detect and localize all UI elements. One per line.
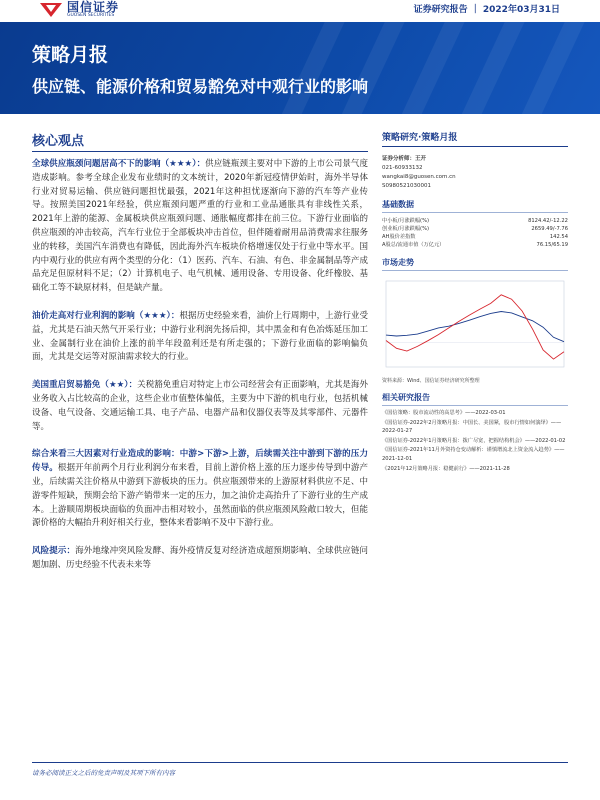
analyst-name: 王开: [415, 156, 427, 162]
list-item[interactable]: 《国信证券-2022年1月策略月报：拨广尽宽，把握结构机会》——2022-01-02: [382, 437, 566, 444]
row-value: 2659.49/-7.76: [531, 226, 568, 232]
analyst-email[interactable]: wangkai8@guosen.com.cn: [382, 174, 456, 180]
paragraph-text: 供应链瓶颈主要对中下游的上市公司景气度造成影响。参考全球企业发布业绩时的文本统计，2020年新冠疫情伊始时，海外半导体行业对贸易运输、供应链问题担忧最强，2021年这种担忧逐渐向下游的汽车等产业传导。按照美国2021年经验，供应瓶颈问题严重的行业和工业品通胀具有非线性关系，2021年上游的能源、金属板块供应瓶颈问题、通胀幅度都排在前三位。下游行业面临的供应瓶颈的冲击较高，汽车行业位于全部板块冲击首位，但伴随着耐用品消费需求往服务业的转移，美国汽车消费也有降低，因此海外汽车板块价格增速仅处于行业中等水平。国内中观行业的供应有两个类型的分化：（1）医药、汽车、石油、有色、非金属制品等产成品充足但原材料不足；（2）计算机电子、电气机械、通用设备、专用设备、化纤橡胶、基础化工等不缺原材料，但是缺产量。: [32, 159, 368, 294]
related-reports-list: [382, 409, 568, 473]
row-label: 中小板/月涨跌幅(%): [382, 218, 430, 224]
list-item[interactable]: 《国信策略：股市流动性的高思考》——2022-03-01: [382, 410, 506, 416]
paragraph-text: 海外地缘冲突风险发酵、海外疫情反复对经济造成超预期影响、全球供应链问题加剧、历史经验不代表未来等: [32, 546, 368, 570]
title-banner: [0, 22, 600, 114]
basic-data-heading: 基础数据: [382, 199, 568, 213]
core-paragraph: [32, 310, 368, 365]
list-item[interactable]: 《国信证券-2021年11月外资持仓变动解析：谨慎增流北上资金流入趋势》——2021-12-01: [382, 447, 565, 462]
chart-source: 资料来源：Wind、国信证券经济研究所整理: [382, 378, 480, 384]
market-trend-heading: 市场走势: [382, 257, 568, 271]
table-row: [382, 233, 568, 241]
paragraph-lead: 油价走高对行业利润的影响（★★★）：: [32, 310, 180, 321]
series-line-1: [386, 295, 564, 359]
table-row: [382, 241, 568, 249]
series-line-0: [386, 312, 564, 342]
page-header: [0, 0, 600, 22]
paragraph-text: 根据历史经验来看，油价上行周期中，上游行业受益，尤其是石油天然气开采行业；中游行业利润先扬后抑，其中黑金和有色冶炼延压加工业、金属制行业在油价上涨的前半年段盈利还是有所走强的；下游行业面临的影响偏负面，尤其是交运等对原油需求较大的行业。: [32, 310, 368, 363]
paragraph-text: 关税豁免重启对特定上市公司经营会有正面影响，尤其是海外业务收入占比较高的企业，这些企业市值整体偏低，主要为中下游的机电行业，包括机械设备、电气设备、交通运输工具、电子产品、电器产品和仪器仪表等及其零部件、元器件等。: [32, 380, 368, 432]
row-label: 创业板/月涨跌幅(%): [382, 226, 430, 232]
market-trend-svg: [382, 275, 568, 375]
basic-data-table: [382, 217, 568, 249]
table-row: [382, 225, 568, 233]
analyst-license: S0980521030001: [382, 183, 431, 189]
footer-disclaimer: 请务必阅读正文之后的免责声明及其项下所有内容: [32, 769, 175, 777]
report-title: 策略月报: [32, 44, 109, 66]
guosen-logo-icon: [40, 3, 62, 17]
row-value: 76.15/65.19: [536, 242, 568, 248]
list-item[interactable]: 《国信证券-2022年2月策略月报：中国长、美国紧，股市行情如何演绎》——2022-01-27: [382, 419, 562, 435]
paragraph-lead: 风险提示：: [32, 546, 76, 557]
logo-cn-text: 国信证券: [67, 0, 120, 15]
analyst-label: 证券分析师：: [382, 156, 416, 162]
core-paragraph: [32, 448, 368, 531]
row-value: 142.54: [549, 234, 568, 240]
list-item[interactable]: 《2021年12月策略月报：稳健前行》——2021-11-28: [382, 465, 510, 472]
table-row: [382, 217, 568, 225]
sidebar-heading: 策略研究·策略月报: [382, 130, 568, 147]
core-paragraph: [32, 158, 368, 296]
core-paragraph: [32, 545, 368, 573]
market-trend-chart: [382, 275, 568, 375]
report-subtitle: 供应链、能源价格和贸易豁免对中观行业的影响: [32, 77, 369, 96]
report-type-date: 证券研究报告 ｜ 2022年03月31日: [413, 5, 560, 15]
core-views-heading: 核心观点: [32, 130, 368, 152]
core-paragraph: [32, 379, 368, 434]
row-label: AH股价差指数: [382, 234, 416, 240]
row-label: A股总/流通市值（万亿元）: [382, 242, 445, 248]
paragraph-lead: 美国重启贸易豁免（★★）：: [32, 380, 138, 391]
paragraph-lead: 综合来看三大因素对行业造成的影响：中游>下游>上游，后续需关注中游到下游的压力传导。: [32, 449, 368, 474]
analyst-phone: 021-60933132: [382, 165, 423, 171]
sidebar-column: [382, 130, 568, 474]
core-views-column: [32, 130, 368, 573]
paragraph-text: 根据开年前两个月行业利润分布来看，目前上游价格上涨的压力逐步传导到中游产业，后续需关注价格从中游到下游板块的压力。供应瓶颈带来的上游原材料供应不足、中游零件短缺，预期会给下游产销带来一定的压力，加之油价走高抬升了下游行业的生产成本。上游顺周期板块面临的负面冲击相对较小，虽然面临的供应瓶颈风险敞口较大，但能源价格的大幅抬升利好相关行业，整体来看影响不及中下游行业。: [32, 463, 368, 529]
analyst-info: [382, 155, 568, 191]
row-value: 8124.42/-12.22: [528, 218, 568, 224]
related-reports-heading: 相关研究报告: [382, 392, 568, 406]
company-logo: [40, 0, 119, 20]
footer-divider: [32, 762, 568, 763]
paragraph-lead: 全球供应瓶颈问题居高不下的影响（★★★）：: [32, 159, 206, 169]
logo-en-text: GUOSEN SECURITIES: [67, 13, 115, 19]
